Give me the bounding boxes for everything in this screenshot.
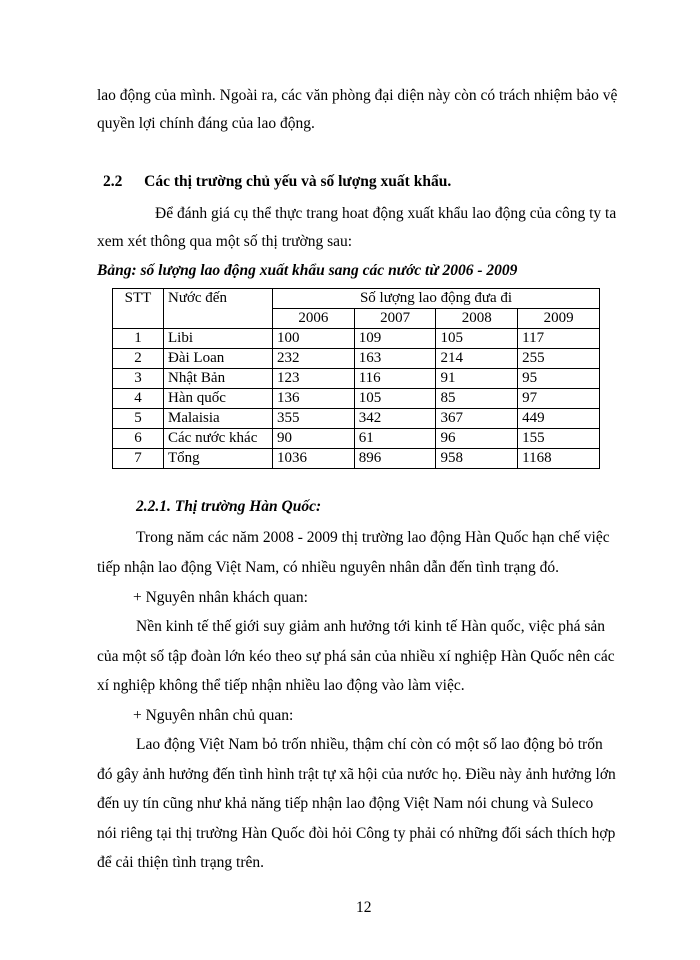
cell-stt: 7 bbox=[113, 449, 164, 469]
cell-value: 61 bbox=[354, 429, 436, 449]
header-country: Nước đến bbox=[164, 289, 273, 329]
section-title: Các thị trường chủ yếu và số lượng xuất khẩu. bbox=[144, 173, 452, 190]
cell-value: 97 bbox=[518, 389, 600, 409]
cell-stt: 2 bbox=[113, 349, 164, 369]
intro-line-2: quyền lợi chính đáng của lao động. bbox=[97, 115, 315, 132]
subsection-p3-line-1: Lao động Việt Nam bỏ trốn nhiều, thậm chí còn có một số lao động bỏ trốn bbox=[136, 736, 603, 753]
table-row bbox=[113, 389, 600, 409]
section-paragraph-line-1: Để đánh giá cụ thể thực trang hoat động xuất khẩu lao động của công ty ta bbox=[155, 205, 617, 222]
cell-value: 116 bbox=[354, 369, 436, 389]
section-number: 2.2 bbox=[103, 173, 123, 190]
cell-country: Nhật Bản bbox=[164, 369, 273, 389]
cell-value: 123 bbox=[273, 369, 355, 389]
subsection-p2-line-2: của một số tập đoàn lớn kéo theo sự phá sản của nhiều xí nghiệp Hàn Quốc nên các bbox=[97, 648, 615, 665]
header-stt: STT bbox=[113, 289, 164, 329]
subsection-p1-line-2: tiếp nhận lao động Việt Nam, có nhiều nguyên nhân dẫn đến tình trạng đó. bbox=[97, 559, 559, 576]
cell-value: 105 bbox=[354, 389, 436, 409]
cell-country: Hàn quốc bbox=[164, 389, 273, 409]
cell-value: 342 bbox=[354, 409, 436, 429]
cell-value: 91 bbox=[436, 369, 518, 389]
subsection-p3-line-4: nói riêng tại thị trường Hàn Quốc đòi hỏi Công ty phải có những đối sách thích hợp bbox=[97, 825, 616, 842]
cell-country: Đài Loan bbox=[164, 349, 273, 369]
table-row bbox=[113, 409, 600, 429]
cell-value: 367 bbox=[436, 409, 518, 429]
cell-value: 117 bbox=[518, 329, 600, 349]
table-row bbox=[113, 429, 600, 449]
section-heading bbox=[103, 172, 451, 192]
table-row bbox=[113, 329, 600, 349]
cell-value: 90 bbox=[273, 429, 355, 449]
page-number: 12 bbox=[356, 899, 372, 916]
cell-value: 155 bbox=[518, 429, 600, 449]
cell-value: 85 bbox=[436, 389, 518, 409]
section-paragraph-line-2: xem xét thông qua một số thị trường sau: bbox=[97, 233, 353, 250]
intro-line-1: lao động của mình. Ngoài ra, các văn phòng đại diện này còn có trách nhiệm bảo vệ bbox=[97, 87, 618, 104]
subsection-p3-line-5: để cải thiện tình trạng trên. bbox=[97, 854, 264, 871]
cell-value: 214 bbox=[436, 349, 518, 369]
subjective-cause-label: + Nguyên nhân chủ quan: bbox=[133, 707, 294, 724]
table-caption: Bảng: số lượng lao động xuất khẩu sang các nước từ 2006 - 2009 bbox=[97, 262, 518, 279]
header-year: 2007 bbox=[354, 309, 436, 329]
subsection-p2-line-3: xí nghiệp không thể tiếp nhận nhiều lao động vào làm việc. bbox=[97, 677, 465, 694]
subsection-p1-line-1: Trong năm các năm 2008 - 2009 thị trường lao động Hàn Quốc hạn chế việc bbox=[136, 529, 610, 546]
table-row bbox=[113, 349, 600, 369]
header-year: 2006 bbox=[273, 309, 355, 329]
cell-value: 136 bbox=[273, 389, 355, 409]
subsection-p2-line-1: Nền kinh tế thế giới suy giảm anh hưởng tới kinh tế Hàn quốc, việc phá sản bbox=[136, 618, 606, 635]
cell-country: Libi bbox=[164, 329, 273, 349]
cell-country: Tổng bbox=[164, 449, 273, 469]
table-header-row bbox=[113, 289, 600, 309]
cell-value: 232 bbox=[273, 349, 355, 369]
cell-value: 449 bbox=[518, 409, 600, 429]
subsection-p3-line-3: đến uy tín cũng như khả năng tiếp nhận lao động Việt Nam nói chung và Suleco bbox=[97, 795, 594, 812]
labor-export-table bbox=[112, 288, 600, 469]
cell-value: 163 bbox=[354, 349, 436, 369]
cell-stt: 6 bbox=[113, 429, 164, 449]
subsection-title: 2.2.1. Thị trường Hàn Quốc: bbox=[136, 498, 322, 515]
cell-stt: 4 bbox=[113, 389, 164, 409]
cell-stt: 3 bbox=[113, 369, 164, 389]
cell-value: 896 bbox=[354, 449, 436, 469]
cell-stt: 5 bbox=[113, 409, 164, 429]
cell-value: 96 bbox=[436, 429, 518, 449]
cell-value: 109 bbox=[354, 329, 436, 349]
cell-value: 958 bbox=[436, 449, 518, 469]
cell-value: 100 bbox=[273, 329, 355, 349]
cell-value: 95 bbox=[518, 369, 600, 389]
cell-value: 105 bbox=[436, 329, 518, 349]
table-row bbox=[113, 369, 600, 389]
header-year: 2009 bbox=[518, 309, 600, 329]
cell-value: 1168 bbox=[518, 449, 600, 469]
header-group: Số lượng lao động đưa đi bbox=[273, 289, 600, 309]
cell-value: 355 bbox=[273, 409, 355, 429]
subsection-p3-line-2: đó gây ảnh hưởng đến tình hình trật tự xã hội của nước họ. Điều này ảnh hưởng lớn bbox=[97, 766, 616, 783]
cell-value: 255 bbox=[518, 349, 600, 369]
table-row bbox=[113, 449, 600, 469]
header-year: 2008 bbox=[436, 309, 518, 329]
cell-stt: 1 bbox=[113, 329, 164, 349]
cell-value: 1036 bbox=[273, 449, 355, 469]
objective-cause-label: + Nguyên nhân khách quan: bbox=[133, 589, 308, 606]
cell-country: Các nước khác bbox=[164, 429, 273, 449]
cell-country: Malaisia bbox=[164, 409, 273, 429]
